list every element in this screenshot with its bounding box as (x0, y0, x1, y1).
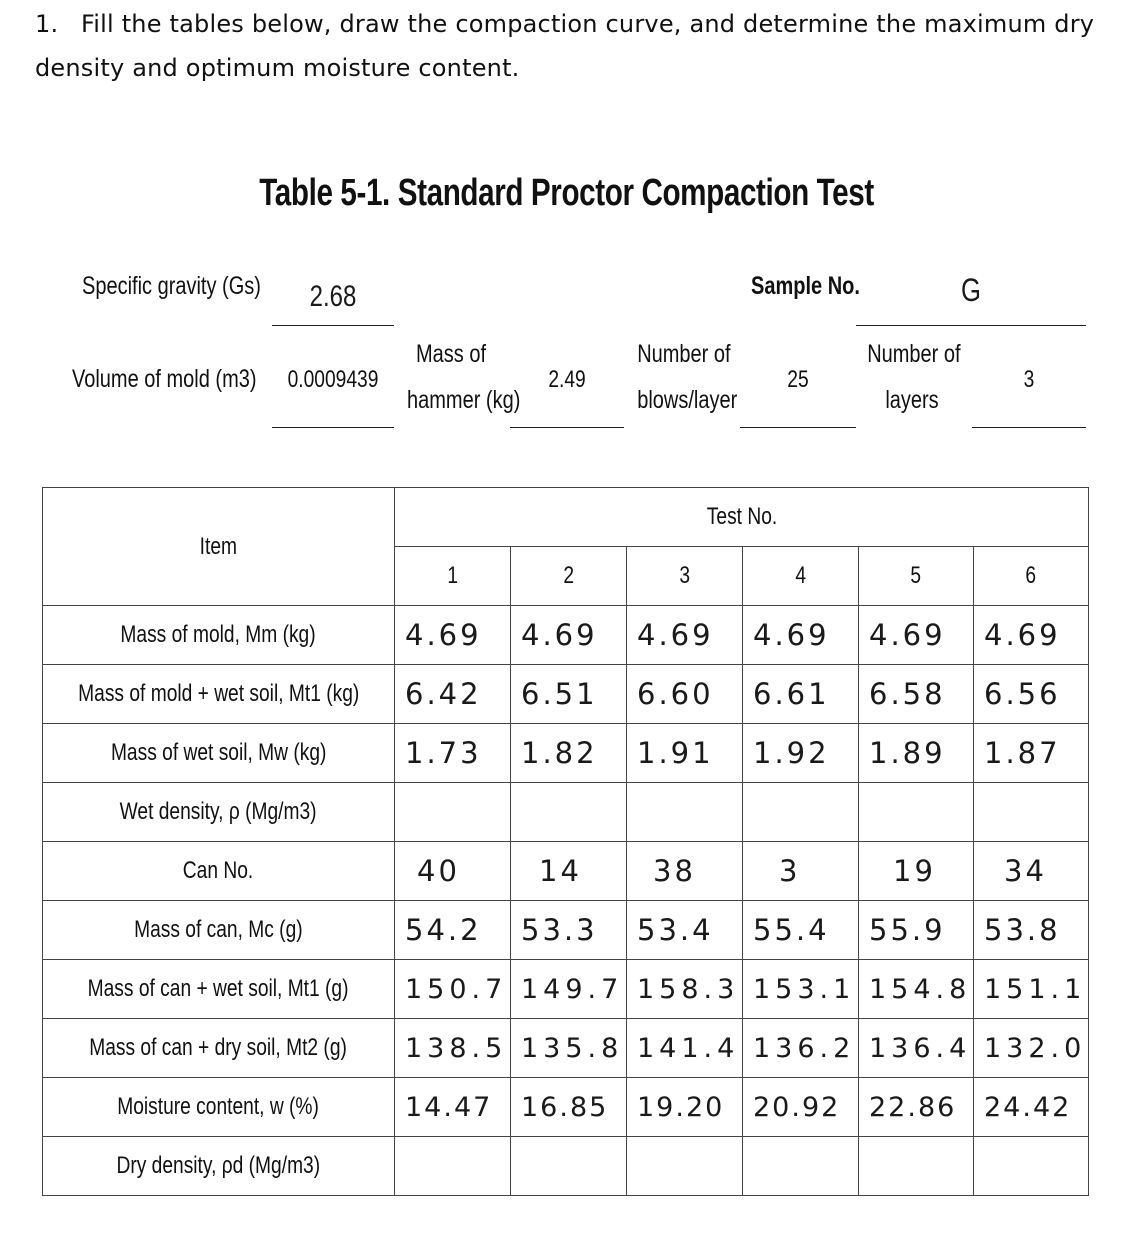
specific-gravity-label: Specific gravity (Gs) (82, 272, 261, 300)
question-number: 1. (35, 10, 59, 38)
data-cell[interactable]: 24.42 (974, 1078, 1089, 1137)
question-body: Fill the tables below, draw the compaction curve, and determine the maximum dry density and optimum moisture content. (35, 10, 1095, 82)
data-cell[interactable]: 151.1 (974, 960, 1089, 1019)
row-label: Mass of can + wet soil, Mt1 (g) (43, 960, 395, 1019)
layers-underline (972, 427, 1086, 428)
row-label: Moisture content, w (%) (43, 1078, 395, 1137)
blows-label-2: blows/layer (637, 386, 738, 414)
blows-underline (740, 427, 856, 428)
item-header: Item (43, 488, 395, 606)
data-cell[interactable]: 6.61 (743, 665, 859, 724)
data-cell[interactable]: 40 (395, 842, 511, 901)
mold-volume-label: Volume of mold (m3) (72, 365, 257, 393)
data-cell[interactable]: 1.73 (395, 724, 511, 783)
data-cell[interactable]: 3 (743, 842, 859, 901)
data-cell[interactable]: 1.82 (511, 724, 627, 783)
data-cell[interactable]: 158.3 (627, 960, 743, 1019)
data-cell[interactable]: 16.85 (511, 1078, 627, 1137)
data-cell[interactable] (627, 1137, 743, 1196)
table-title: Table 5-1. Standard Proctor Compaction Test (259, 172, 874, 214)
data-cell[interactable]: 1.92 (743, 724, 859, 783)
data-cell[interactable]: 4.69 (511, 606, 627, 665)
specific-gravity-value[interactable]: 2.68 (309, 280, 357, 313)
table-row (43, 1137, 1089, 1196)
data-cell[interactable]: 53.3 (511, 901, 627, 960)
data-cell[interactable] (743, 783, 859, 842)
data-cell[interactable]: 6.42 (395, 665, 511, 724)
table-row (43, 606, 1089, 665)
data-cell[interactable]: 6.51 (511, 665, 627, 724)
data-cell[interactable] (511, 783, 627, 842)
compaction-data-table (42, 487, 1089, 1196)
sample-no-value[interactable]: G (961, 272, 981, 308)
data-cell[interactable]: 4.69 (859, 606, 974, 665)
data-cell[interactable]: 34 (974, 842, 1089, 901)
table-row (43, 724, 1089, 783)
data-cell[interactable]: 4.69 (743, 606, 859, 665)
table-row (43, 901, 1089, 960)
data-cell[interactable]: 6.60 (627, 665, 743, 724)
data-cell[interactable]: 55.4 (743, 901, 859, 960)
layers-label-1: Number of (867, 340, 961, 368)
test-number: 4 (743, 547, 859, 606)
data-cell[interactable]: 4.69 (395, 606, 511, 665)
data-cell[interactable]: 153.1 (743, 960, 859, 1019)
sample-no-label: Sample No. (751, 272, 860, 300)
data-cell[interactable]: 138.5 (395, 1019, 511, 1078)
table-row (43, 665, 1089, 724)
row-label: Mass of can, Mc (g) (43, 901, 395, 960)
data-cell[interactable]: 6.56 (974, 665, 1089, 724)
hammer-mass-label-1: Mass of (415, 340, 487, 368)
data-cell[interactable]: 6.58 (859, 665, 974, 724)
data-cell[interactable]: 135.8 (511, 1019, 627, 1078)
data-cell[interactable] (395, 1137, 511, 1196)
test-number: 6 (974, 547, 1089, 606)
row-label: Mass of mold + wet soil, Mt1 (kg) (43, 665, 395, 724)
data-cell[interactable]: 154.8 (859, 960, 974, 1019)
data-cell[interactable]: 1.89 (859, 724, 974, 783)
data-cell[interactable] (974, 783, 1089, 842)
question-text (35, 2, 1105, 90)
table-row (43, 783, 1089, 842)
data-cell[interactable]: 20.92 (743, 1078, 859, 1137)
hammer-mass-underline (510, 427, 624, 428)
data-cell[interactable]: 132.0 (974, 1019, 1089, 1078)
data-cell[interactable]: 1.91 (627, 724, 743, 783)
row-label: Dry density, ρd (Mg/m3) (43, 1137, 395, 1196)
data-cell[interactable] (974, 1137, 1089, 1196)
table-row (43, 842, 1089, 901)
data-cell[interactable]: 38 (627, 842, 743, 901)
data-cell[interactable]: 53.8 (974, 901, 1089, 960)
data-cell[interactable]: 14.47 (395, 1078, 511, 1137)
data-cell[interactable]: 141.4 (627, 1019, 743, 1078)
row-label: Mass of mold, Mm (kg) (43, 606, 395, 665)
layers-label-2: layers (885, 386, 939, 414)
mold-volume-value[interactable]: 0.0009439 (287, 366, 379, 393)
data-cell[interactable]: 150.7 (395, 960, 511, 1019)
data-cell[interactable] (743, 1137, 859, 1196)
data-cell[interactable] (859, 783, 974, 842)
table-row (43, 960, 1089, 1019)
data-cell[interactable]: 22.86 (859, 1078, 974, 1137)
specific-gravity-underline (272, 325, 394, 326)
hammer-mass-label-2: hammer (kg) (407, 386, 521, 414)
data-cell[interactable]: 4.69 (627, 606, 743, 665)
data-cell[interactable]: 55.9 (859, 901, 974, 960)
data-cell[interactable]: 54.2 (395, 901, 511, 960)
data-cell[interactable]: 19.20 (627, 1078, 743, 1137)
blows-label-1: Number of (637, 340, 731, 368)
data-cell[interactable]: 136.4 (859, 1019, 974, 1078)
sample-no-underline (856, 325, 1086, 326)
data-cell[interactable]: 53.4 (627, 901, 743, 960)
data-cell[interactable]: 136.2 (743, 1019, 859, 1078)
blows-value[interactable]: 25 (787, 366, 809, 393)
test-number: 2 (511, 547, 627, 606)
data-cell[interactable] (511, 1137, 627, 1196)
data-cell[interactable]: 14 (511, 842, 627, 901)
table-row (43, 1078, 1089, 1137)
hammer-mass-value[interactable]: 2.49 (548, 366, 586, 393)
data-cell[interactable] (627, 783, 743, 842)
layers-value[interactable]: 3 (1023, 366, 1035, 393)
table-row (43, 1019, 1089, 1078)
data-cell[interactable] (395, 783, 511, 842)
data-cell[interactable]: 19 (859, 842, 974, 901)
mold-volume-underline (272, 427, 394, 428)
data-cell[interactable]: 4.69 (974, 606, 1089, 665)
row-label: Wet density, ρ (Mg/m3) (43, 783, 395, 842)
data-cell[interactable]: 149.7 (511, 960, 627, 1019)
test-number: 5 (859, 547, 974, 606)
test-number: 3 (627, 547, 743, 606)
data-cell[interactable]: 1.87 (974, 724, 1089, 783)
row-label: Mass of can + dry soil, Mt2 (g) (43, 1019, 395, 1078)
row-label: Can No. (43, 842, 395, 901)
data-cell[interactable] (859, 1137, 974, 1196)
test-number: 1 (395, 547, 511, 606)
row-label: Mass of wet soil, Mw (kg) (43, 724, 395, 783)
test-no-header: Test No. (395, 488, 1089, 547)
